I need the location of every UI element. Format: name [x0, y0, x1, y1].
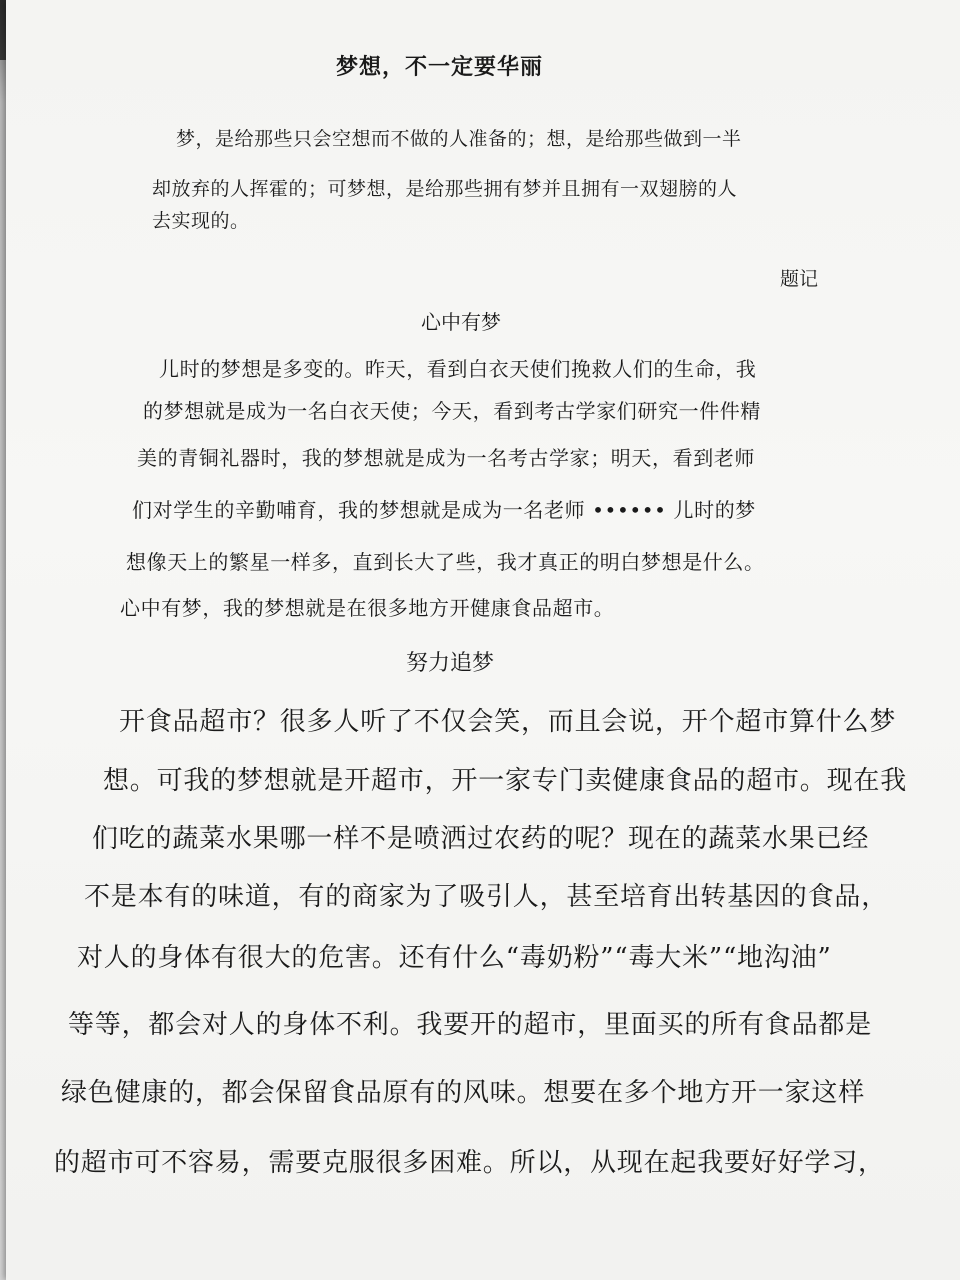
- paragraph-line: 心中有梦，我的梦想就是在很多地方开健康食品超市。: [120, 596, 615, 620]
- epigraph-signature: 题记: [780, 268, 819, 290]
- paragraph-line: 们对学生的辛勤哺育，我的梦想就是成为一名老师 •••••• 儿时的梦: [132, 498, 756, 522]
- paragraph-line: 对人的身体有很大的危害。还有什么“毒奶粉”“毒大米”“地沟油”: [77, 943, 832, 973]
- section-heading: 努力追梦: [406, 651, 495, 676]
- paper-sheet: [6, 0, 960, 1280]
- paragraph-line: 们吃的蔬菜水果哪一样不是喷洒过农药的呢？现在的蔬菜水果已经: [92, 824, 870, 854]
- paragraph-line: 等等，都会对人的身体不利。我要开的超市，里面买的所有食品都是: [68, 1010, 873, 1040]
- essay-title: 梦想，不一定要华丽: [336, 54, 544, 80]
- paragraph-line: 的超市可不容易，需要克服很多困难。所以，从现在起我要好好学习，: [54, 1148, 885, 1178]
- paragraph-line: 想。可我的梦想就是开超市，开一家专门卖健康食品的超市。现在我: [103, 766, 908, 796]
- paragraph-line: 儿时的梦想是多变的。昨天，看到白衣天使们挽救人们的生命，我: [159, 357, 757, 381]
- epigraph-line: 去实现的。: [152, 210, 250, 232]
- paragraph-line: 开食品超市？很多人听了不仅会笑，而且会说，开个超市算什么梦: [119, 707, 897, 737]
- paragraph-line: 不是本有的味道，有的商家为了吸引人，甚至培育出转基因的食品，: [84, 882, 889, 912]
- paragraph-line: 的梦想就是成为一名白衣天使；今天，看到考古学家们研究一件件精: [143, 399, 761, 423]
- paragraph-line: 想像天上的繁星一样多，直到长大了些，我才真正的明白梦想是什么。: [126, 550, 765, 574]
- paragraph-line: 美的青铜礼器时，我的梦想就是成为一名考古学家；明天，看到老师: [137, 446, 755, 470]
- epigraph-line: 梦，是给那些只会空想而不做的人准备的；想，是给那些做到一半: [176, 128, 742, 150]
- paragraph-line: 绿色健康的，都会保留食品原有的风味。想要在多个地方开一家这样: [61, 1078, 866, 1108]
- section-heading: 心中有梦: [421, 310, 501, 334]
- epigraph-line: 却放弃的人挥霍的；可梦想，是给那些拥有梦并且拥有一双翅膀的人: [152, 178, 738, 200]
